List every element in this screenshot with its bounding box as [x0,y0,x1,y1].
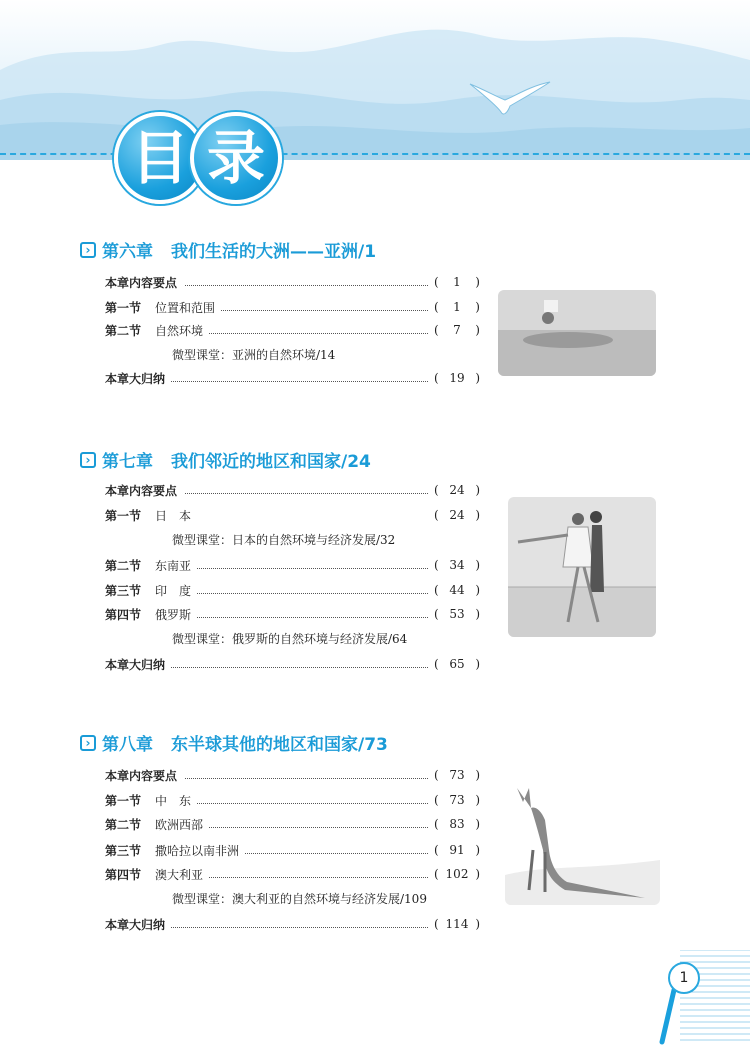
chapter-heading[interactable] [80,237,376,262]
header-dashed-divider [0,153,750,155]
toc-row[interactable]: 本章内容要点 ( 24 ) [105,483,480,498]
page-number: 1 [668,962,700,994]
chapter-heading[interactable] [80,730,388,755]
chapter-title: 我们邻近的地区和国家/24 [171,452,371,472]
toc-row[interactable]: 第三节 撒哈拉以南非洲 ( 91 ) [105,843,480,858]
title-char-2: 录 [190,112,282,204]
toc-row[interactable]: 第二节 东南亚 ( 34 ) [105,558,480,573]
chevron-right-icon: › [80,242,96,258]
toc-row[interactable]: 本章内容要点 ( 73 ) [105,768,480,783]
micro-class-item[interactable]: 微型课堂：日本的自然环境与经济发展/32 [172,533,396,547]
toc-row[interactable]: 第四节 澳大利亚 ( 102 ) [105,867,480,882]
toc-row[interactable]: 本章大归纳 ( 19 ) [105,371,480,386]
chapter-label: 第七章 [102,452,153,472]
ballet-dancers-photo [508,497,656,637]
micro-class-item[interactable]: 微型课堂：澳大利亚的自然环境与经济发展/109 [172,892,427,906]
toc-row[interactable]: 第二节 自然环境 ( 7 ) [105,323,480,338]
toc-row[interactable]: 第一节 日 本 ( 24 ) [105,508,480,523]
title-char-1: 目 [114,112,206,204]
toc-row[interactable]: 第二节 欧洲西部 ( 83 ) [105,817,480,832]
chapter-title: 东半球其他的地区和国家/73 [171,735,388,755]
toc-row[interactable]: 本章大归纳 ( 114 ) [105,917,480,932]
kangaroo-photo [505,780,660,905]
toc-row[interactable]: 本章内容要点 ( 1 ) [105,275,480,290]
micro-class-item[interactable]: 微型课堂：亚洲的自然环境/14 [172,348,336,362]
toc-row[interactable]: 第一节 位置和范围 ( 1 ) [105,300,480,315]
dead-sea-floating-photo [498,290,656,376]
chapter-label: 第八章 [102,735,153,755]
chapter-heading[interactable] [80,447,371,472]
chapter-title: 我们生活的大洲——亚洲/1 [171,242,377,262]
chevron-right-icon: › [80,735,96,751]
toc-row[interactable]: 第一节 中 东 ( 73 ) [105,793,480,808]
mountain-scenery [0,0,750,160]
chevron-right-icon: › [80,452,96,468]
header-background [0,0,750,160]
toc-row[interactable]: 本章大归纳 ( 65 ) [105,657,480,672]
toc-row[interactable]: 第三节 印 度 ( 44 ) [105,583,480,598]
chapter-label: 第六章 [102,242,153,262]
micro-class-item[interactable]: 微型课堂：俄罗斯的自然环境与经济发展/64 [172,632,408,646]
page-corner-decoration [640,950,750,1045]
toc-row[interactable]: 第四节 俄罗斯 ( 53 ) [105,607,480,622]
